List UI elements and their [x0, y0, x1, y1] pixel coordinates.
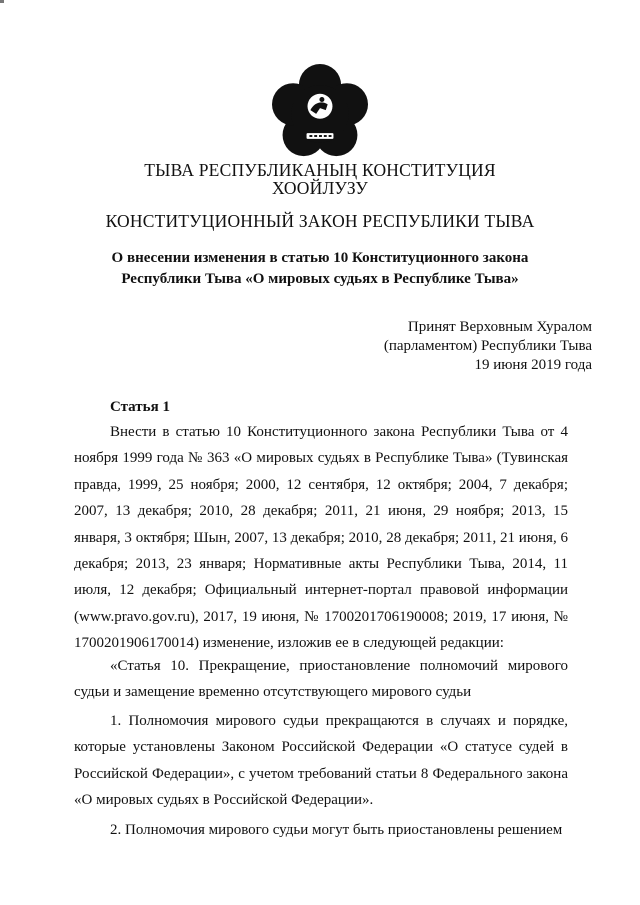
- tuva-emblem-icon: [272, 64, 368, 160]
- body-paragraph: 1. Полномочия мирового судьи прекращаются в случаях и порядке, которые установлены Законом Российской Федерации «О статусе судей в Российской Федерации», с учетом требований статьи 8 Федерального закона «О мировых судьях в Российской Федерации».: [74, 713, 568, 809]
- body-paragraph: 2. Полномочия мирового судьи могут быть приостановлены решением: [110, 822, 563, 838]
- adoption-line-2: (парламентом) Республики Тыва: [383, 338, 592, 354]
- article-heading: Статья 1: [110, 399, 170, 415]
- law-type-heading: КОНСТИТУЦИОННЫЙ ЗАКОН РЕСПУБЛИКИ ТЫВА: [105, 211, 535, 231]
- adoption-date: 19 июня 2019 года: [474, 357, 592, 373]
- body-paragraph: Внести в статью 10 Конституционного закона Республики Тыва от 4 ноября 1999 года № 363 «О мировых судьях в Республике Тыва» (Тувинская правда, 1999, 25 ноября; 2000, 12 сентября, 12 октября; 2004, 7 декабря; 2007, 13 декабря; 2010, 28 декабря; 2011, 21 июня, 29 ноября; 2013, 15 января, 3 октября; Шын, 2007, 13 декабря; 2010, 28 декабря; 2011, 21 июня, 6 декабря; 2013, 23 января; Нормативные акты Республики Тыва, 2014, 11 июля, 12 декабря; Официальный интернет-портал правовой информации (www.pravo.gov.ru), 2017, 19 июня, № 1700201706190008; 2019, 17 июня, № 1700201906170014) изменение, изложив ее в следующей редакции:: [74, 424, 568, 652]
- scan-mark: [0, 0, 4, 3]
- title-block: [0, 161, 640, 197]
- subtitle-line-2: Республики Тыва «О мировых судьях в Республике Тыва»: [121, 271, 519, 287]
- title-line-2: ХООЙЛУЗУ: [271, 178, 368, 198]
- law-subtitle: [0, 248, 640, 290]
- adoption-block: [384, 318, 592, 375]
- subtitle-line-1: О внесении изменения в статью 10 Конституционного закона: [111, 250, 529, 266]
- title-line-1: ТЫВА РЕСПУБЛИКАНЫҢ КОНСТИТУЦИЯ: [144, 160, 496, 180]
- body-paragraph: «Статья 10. Прекращение, приостановление полномочий мирового судьи и замещение временно отсутствующего мирового судьи: [74, 658, 568, 701]
- adoption-line-1: Принят Верховным Хуралом: [407, 319, 592, 335]
